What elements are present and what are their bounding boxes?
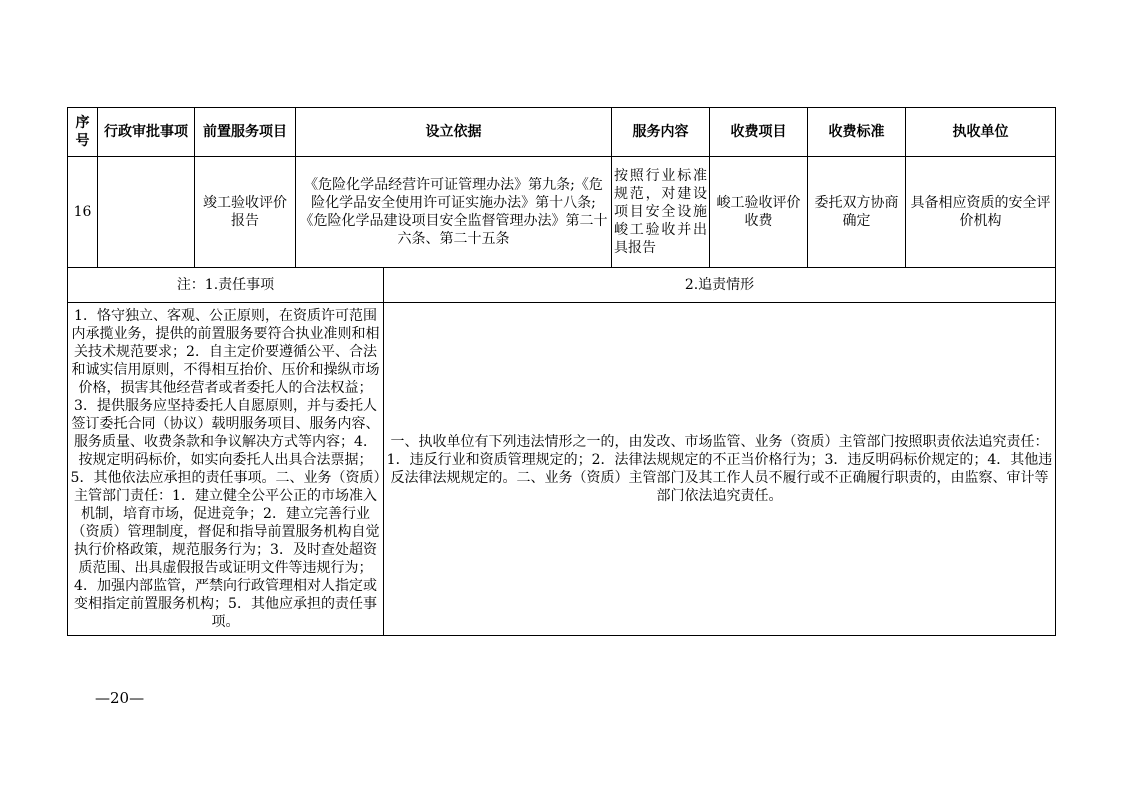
note-body-row <box>68 303 1056 636</box>
note-responsibilities-header: 注：1.责任事项 <box>68 268 384 303</box>
table-row <box>68 157 1056 268</box>
header-fee-item: 收费项目 <box>710 108 808 157</box>
header-basis: 设立依据 <box>296 108 612 157</box>
header-collector: 执收单位 <box>906 108 1056 157</box>
cell-basis: 《危险化学品经营许可证管理办法》第九条;《危险化学品安全使用许可证实施办法》第十八条;《危险化学品建设项目安全监督管理办法》第二十六条、第二十五条 <box>296 157 612 268</box>
cell-service-content: 按照行业标准规范，对建设项目安全设施峻工验收并出具报告 <box>612 157 710 268</box>
header-fee-standard: 收费标准 <box>808 108 906 157</box>
cell-fee-standard: 委托双方协商确定 <box>808 157 906 268</box>
cell-collector: 具备相应资质的安全评价机构 <box>906 157 1056 268</box>
note-accountability-header: 2.追责情形 <box>384 268 1056 303</box>
header-no: 序号 <box>68 108 98 157</box>
header-approval-item: 行政审批事项 <box>98 108 195 157</box>
fee-table <box>67 107 1056 636</box>
cell-no: 16 <box>68 157 98 268</box>
cell-service-item: 竣工验收评价报告 <box>195 157 296 268</box>
header-service-content: 服务内容 <box>612 108 710 157</box>
responsibilities-text: 1．恪守独立、客观、公正原则，在资质许可范围内承揽业务，提供的前置服务要符合执业准则和相关技术规范要求；2．自主定价要遵循公平、合法和诚实信用原则，不得相互抬价、压价和操纵市场价格，损害其他经营者或者委托人的合法权益；3．提供服务应坚持委托人自愿原则，并与委托人签订委托合同（协议）载明服务项目、服务内容、服务质量、收费条款和争议解决方式等内容；4．按规定明码标价，如实向委托人出具合法票据；5．其他依法应承担的责任事项。二、业务（资质）主管部门责任：1．建立健全公平公正的市场准入机制，培育市场，促进竞争；2．建立完善行业（资质）管理制度，督促和指导前置服务机构自觉执行价格政策，规范服务行为；3．及时查处超资质范围、出具虚假报告或证明文件等违规行为；4．加强内部监管，严禁向行政管理相对人指定或变相指定前置服务机构；5．其他应承担的责任事项。 <box>68 303 384 636</box>
cell-approval-item <box>98 157 195 268</box>
table-header-row <box>68 108 1056 157</box>
accountability-text: 一、执收单位有下列违法情形之一的，由发改、市场监管、业务（资质）主管部门按照职责依法追究责任：1．违反行业和资质管理规定的；2．法律法规规定的不正当价格行为；3．违反明码标价规定的；4．其他违反法律法规规定的。二、业务（资质）主管部门及其工作人员不履行或不正确履行职责的，由监察、审计等部门依法追究责任。 <box>384 303 1056 636</box>
cell-fee-item: 峻工验收评价收费 <box>710 157 808 268</box>
note-header-row <box>68 268 1056 303</box>
header-service-item: 前置服务项目 <box>195 108 296 157</box>
page-number: —20— <box>95 689 145 707</box>
